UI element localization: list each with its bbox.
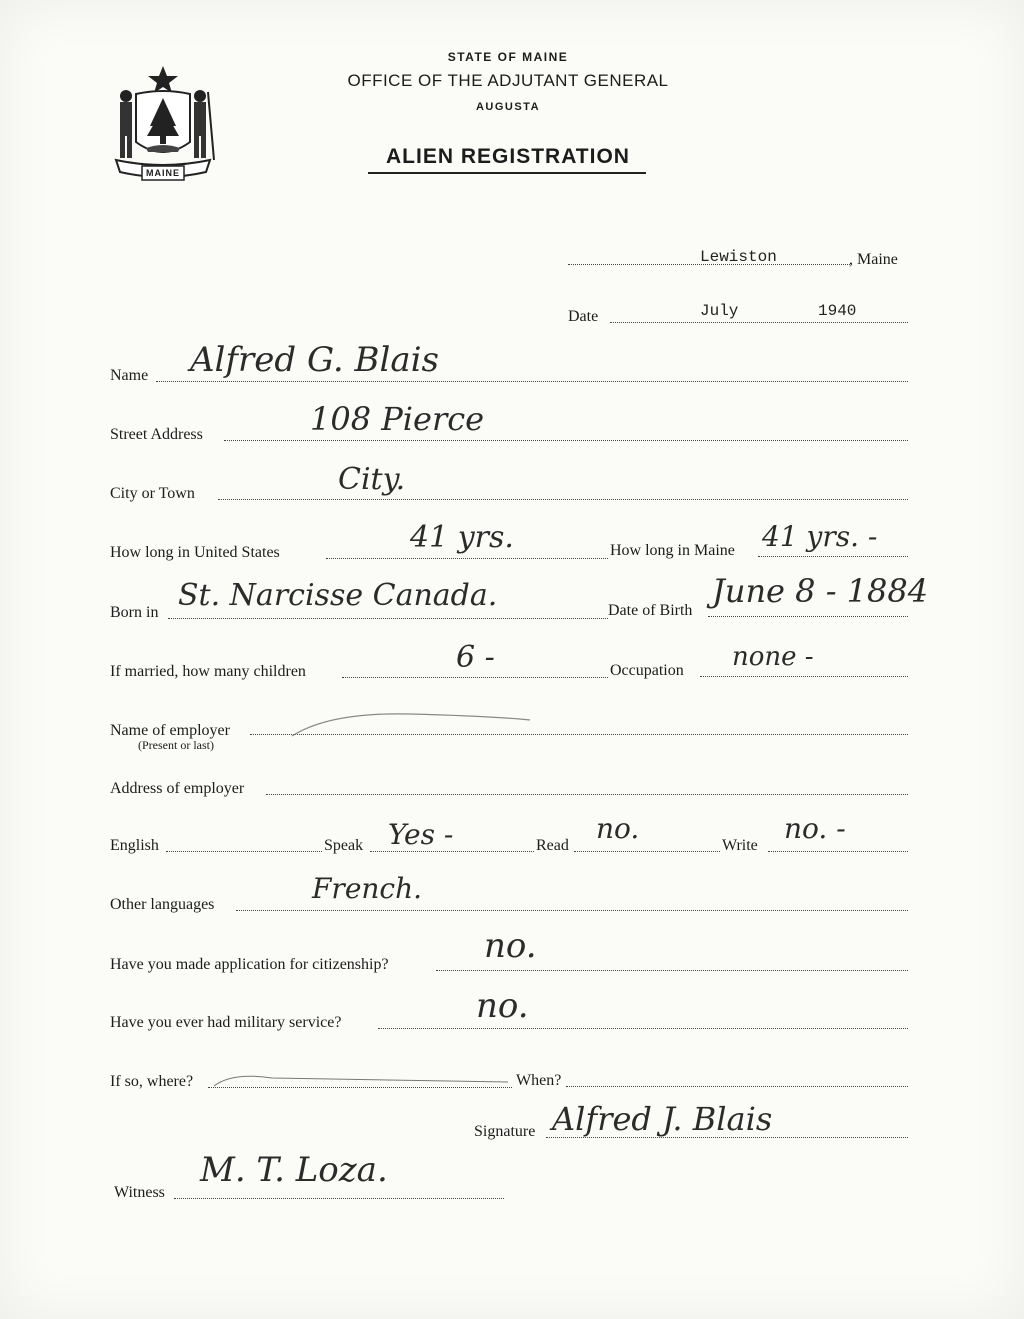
when-line [566,1086,908,1087]
date-label: Date [568,308,599,325]
speak-label: Speak [324,837,364,854]
english-label: English [110,837,159,854]
military-line [378,1028,908,1029]
birthplace-label: Born in [110,604,159,621]
birthplace-line [168,618,608,619]
header-city: AUGUSTA [475,101,541,113]
dob-line [708,616,908,617]
other-languages-label: Other languages [110,896,215,913]
witness-value: M. T. Loza. [200,1150,388,1190]
street-label: Street Address [110,426,203,443]
employer-address-line [266,794,908,795]
employer-sublabel: (Present or last) [138,738,214,752]
date-line [610,322,908,323]
employer-label: Name of employer [110,722,230,739]
name-value: Alfred G. Blais [190,340,439,380]
city-label: City or Town [110,485,195,502]
city-value: City. [338,462,406,497]
place-suffix: , Maine [849,251,898,268]
read-value: no. [596,812,640,845]
speak-line [370,851,534,852]
place-value: Lewiston [700,248,777,266]
write-value: no. - [784,812,846,845]
signature-label: Signature [474,1123,536,1140]
us-duration-value: 41 yrs. [410,520,514,555]
title-underline [368,172,646,174]
children-value: 6 - [456,640,495,675]
us-duration-line [326,558,608,559]
children-label: If married, how many children [110,663,306,680]
street-value: 108 Pierce [310,400,485,438]
employer-pen-stroke [290,708,540,738]
occupation-line [700,676,908,677]
witness-label: Witness [114,1184,165,1201]
maine-duration-line [758,556,908,557]
read-label: Read [536,837,569,854]
english-line-1 [166,851,322,852]
witness-line [174,1198,504,1199]
when-label: When? [516,1072,562,1089]
birthplace-value: St. Narcisse Canada. [178,578,498,613]
other-languages-value: French. [312,872,423,905]
city-line [218,499,908,500]
occupation-label: Occupation [610,662,684,679]
citizenship-value: no. [484,926,537,966]
header-office: OFFICE OF THE ADJUTANT GENERAL [347,71,669,90]
children-line [342,677,608,678]
signature-value: Alfred J. Blais [552,1100,773,1138]
other-languages-line [236,910,908,911]
citizenship-line [436,970,908,971]
occupation-value: none - [732,642,814,672]
write-line [768,851,908,852]
military-label: Have you ever had military service? [110,1014,342,1031]
date-month: July [700,302,739,320]
seal-banner-text: MAINE [146,168,180,178]
us-duration-label: How long in United States [110,544,280,561]
read-line [574,851,720,852]
header-state: STATE OF MAINE [447,50,569,64]
maine-duration-label: How long in Maine [610,542,735,559]
page-title: ALIEN REGISTRATION [386,145,630,168]
military-value: no. [476,986,529,1026]
maine-duration-value: 41 yrs. - [762,520,878,553]
name-label: Name [110,367,149,384]
citizenship-label: Have you made application for citizenship? [110,956,389,973]
dob-label: Date of Birth [608,602,693,619]
date-year: 1940 [818,302,857,320]
where-pen-stroke [212,1070,512,1090]
name-line [156,381,908,382]
employer-address-label: Address of employer [110,780,245,797]
street-line [224,440,908,441]
dob-value: June 8 - 1884 [712,572,929,610]
where-label: If so, where? [110,1073,194,1090]
write-label: Write [722,837,758,854]
speak-value: Yes - [388,818,454,851]
